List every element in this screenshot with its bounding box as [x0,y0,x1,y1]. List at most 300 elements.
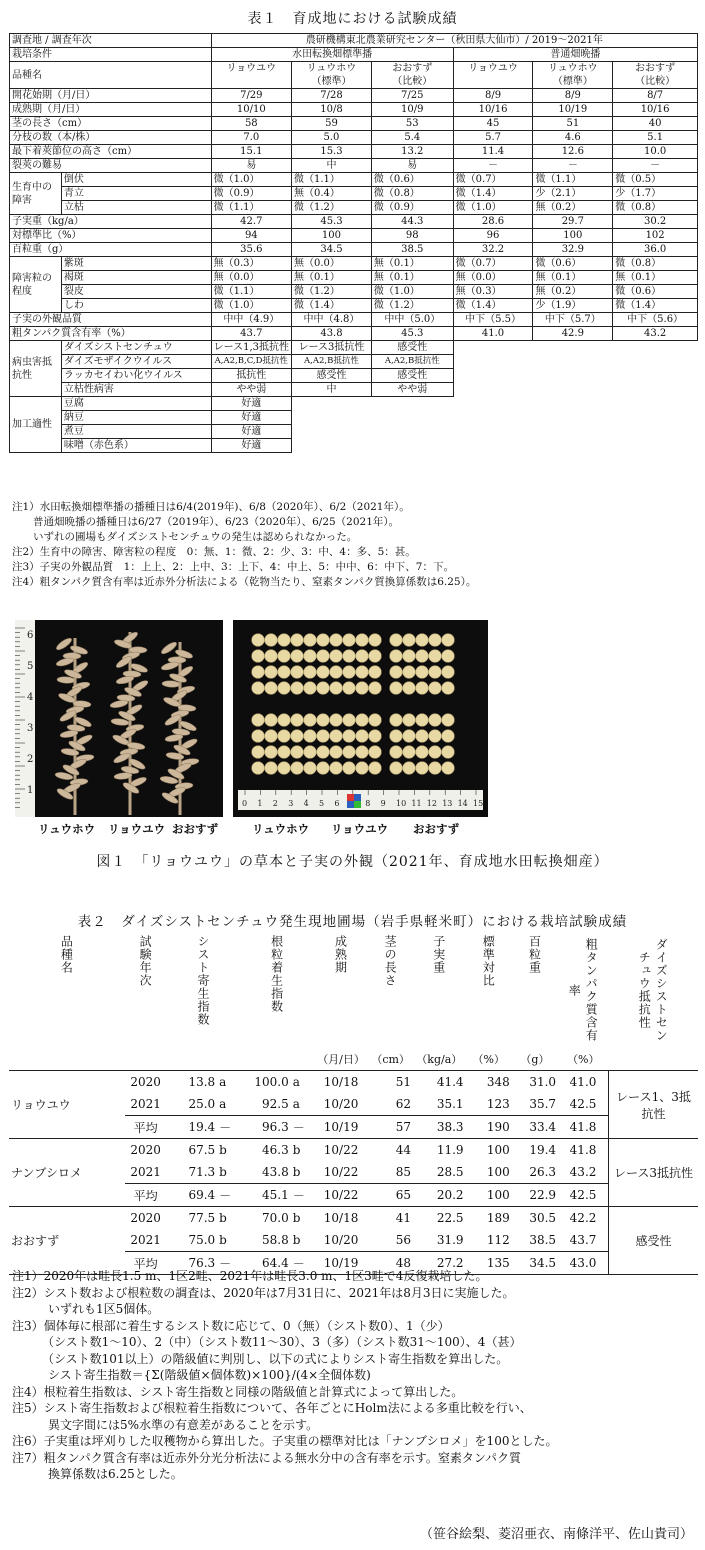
seed [265,634,278,647]
empty-cell [292,411,454,425]
table2-header [240,935,314,1048]
quality-row [10,313,698,327]
table1 [9,33,698,453]
seed [356,762,369,775]
seed [330,666,343,679]
empty-area [453,341,697,453]
cell-mat: 10/19 [314,1252,368,1275]
cell-year: 2020 [130,1143,161,1157]
cell-value: 微（1.0） [371,285,453,299]
cell-cyst_l: a [219,1075,227,1089]
row-label: 味噌（赤色系） [61,439,211,453]
cell-value: 好適 [211,411,291,425]
seed [330,634,343,647]
plant-label-2: リョウユウ [108,822,166,836]
seed [390,650,403,663]
cell-nod_l: b [292,1233,301,1247]
seed [265,682,278,695]
cell-value: 無（0.1） [371,271,453,285]
seed-label-2: リョウユウ [331,822,389,836]
cell-stem: 56 [395,1233,412,1247]
cell-value: 好適 [211,425,291,439]
cell-nod: 100.0 [254,1075,289,1089]
table2-header [512,935,558,1048]
cell-value: 7/29 [211,89,291,103]
cell-hsw: 33.4 [512,1116,558,1139]
note-line: 換算係数は6.25とした。 [12,1467,183,1481]
note-line: 注4）根粒着生指数は、シスト寄生指数と同様の階級値と計算式によって算出した。 [12,1384,464,1399]
seed [317,714,330,727]
cell-hsw: 35.7 [529,1097,557,1111]
row-label: 茎の長さ（cm） [10,117,212,131]
empty-cell [292,439,454,453]
note-line: 注2）シスト数および根粒数の調査は、2020年は7月31日に、2021年は8月3日に実施した。 [12,1285,515,1300]
cell-yield: 28.5 [436,1165,464,1179]
seed-ruler-number: 6 [334,799,340,808]
cell-value: 好適 [211,439,291,453]
seed [390,714,403,727]
cell-value: 微（1.1） [211,201,291,215]
cell-value: 微（1.0） [453,201,533,215]
seed [252,714,265,727]
seed [369,714,382,727]
seed [330,682,343,695]
seed [429,634,442,647]
seed [291,730,304,743]
note-line: 注3）子実の外観品質 1：上上、2：上中、3：上下、4：中上、5：中中、6：中下、7：下。 [12,561,454,573]
cell-stem: 48 [368,1252,413,1275]
seed [369,730,382,743]
cell-value: 40 [613,117,698,131]
cell-value: 微（0.6） [613,285,698,299]
seed [291,666,304,679]
seed-label-1: リュウホウ [252,822,310,836]
cell-value: 5.4 [371,131,453,145]
seed [278,650,291,663]
note-line: 注5）シスト寄生指数および根粒着生指数について、各年ごとにHolm法による多重比較を行い、 [12,1401,532,1415]
header-text: シスト寄生指数 [195,935,210,1026]
table1-caption: 表１ 育成地における試験成績 [247,11,458,27]
cell-value: － [613,159,698,173]
variety-header [613,62,698,89]
table2-row [9,1071,698,1094]
cell-cyst: 13.8 [188,1075,216,1089]
group-label: 病虫害抵抗性 [10,341,62,397]
seed [343,762,356,775]
note-line: 注2）生育中の障害、障害粒の程度 0：無、1：微、2：少、3：中、4：多、5：甚。 [12,546,416,558]
cell-value: 10/16 [613,103,698,117]
seed-illustration [233,620,488,817]
cell-nod_l: b [292,1165,301,1179]
cell-value: 10.0 [613,145,698,159]
seed [252,682,265,695]
quality-row [10,327,698,341]
cell-ratio: 100 [486,1143,510,1157]
note-line: 注1）2020年は畦長1.5 m、1区2畦、2021年は畦長3.0 m、1区3畦で4反復栽培した。 [12,1269,488,1283]
seed [317,762,330,775]
cell-value: 44.3 [371,215,453,229]
ruler-number: 1 [27,785,34,796]
cell-hsw: 30.5 [529,1211,557,1225]
seed [429,730,442,743]
cell-ratio: 348 [486,1075,510,1089]
resistance: レース3抵抗性 [609,1139,698,1207]
seed [304,682,317,695]
seed [369,682,382,695]
seed [304,634,317,647]
cell-value: 45 [453,117,533,131]
cell-cyst: 77.5 [188,1211,216,1225]
cell-value: 8/9 [533,89,613,103]
cell-ratio: 135 [466,1252,512,1275]
cell-value: 10/19 [533,103,613,117]
cell-value: 微（0.8） [613,257,698,271]
row-label: 粗タンパク質含有率（%） [10,327,212,341]
cell-year: 2020 [130,1075,161,1089]
condition-b: 普通畑晩播 [453,48,697,62]
seed-label-3: おおすず [413,822,460,836]
seed [252,666,265,679]
seed-ruler-number: 14 [457,799,468,808]
cell-nod_l: － [291,1184,314,1207]
cell-value: 中中（4.8） [292,313,372,327]
cell-cyst: 19.4 [167,1116,217,1139]
seed [416,650,429,663]
seed [291,634,304,647]
seed [343,634,356,647]
cell-cyst_l: b [219,1165,227,1179]
cell-ratio: 100 [466,1184,512,1207]
cell-yield: 35.1 [436,1097,464,1111]
cell-value: 34.5 [292,243,372,257]
cell-value: 15.3 [292,145,372,159]
seed [442,746,455,759]
plant-label-1: リュウホウ [38,822,96,836]
row-label: 対標準比（%） [10,229,212,243]
authors: （笹谷絵梨、菱沼亜衣、南條洋平、佐山貴司） [419,1527,693,1542]
cell-value: 微（0.6） [533,257,613,271]
seed-photo [233,620,488,817]
cell-value: 45.3 [371,327,453,341]
cell-value: 無（0.2） [533,285,613,299]
seed [304,730,317,743]
row-label: 子実重（kg/a） [10,215,212,229]
cell-yield: 20.2 [413,1184,466,1207]
cell-value: 中中（4.9） [211,313,291,327]
cell-yield: 31.9 [436,1233,464,1247]
cell-ratio: 100 [486,1165,510,1179]
seed [403,682,416,695]
seed [429,650,442,663]
row-label: 分枝の数（本/株） [10,131,212,145]
cell-mat: 10/20 [323,1097,359,1111]
seed [390,634,403,647]
table2-row [9,1139,698,1162]
ruler-number: 2 [27,754,34,765]
variety-header [453,62,533,89]
seed [330,746,343,759]
seed [278,666,291,679]
cell-nod: 58.8 [262,1233,289,1247]
cell-value: 32.9 [533,243,613,257]
cell-value: 41.0 [453,327,533,341]
cell-nod_l: b [292,1211,301,1225]
header-left: 調査地 / 調査年次 [10,34,212,48]
cell-cyst_l: a [219,1097,227,1111]
variety-name: おおすず [11,1234,60,1248]
cell-value: 29.7 [533,215,613,229]
seed [416,746,429,759]
cell-hsw: 34.5 [512,1252,558,1275]
cell-prot: 41.0 [569,1075,597,1089]
seed [416,762,429,775]
note-line: シスト寄生指数＝{Σ(階級値×個体数)×100}/(4×全個体数) [12,1368,371,1382]
cell-value: 微（1.0） [211,299,291,313]
note-line: 注7）粗タンパク質含有率は近赤外分光分析法による無水分中の含有率を示す。窒素タンパク質 [12,1450,521,1465]
cell-nod_l: － [291,1116,314,1139]
unit-label: （%） [567,1053,600,1066]
cell-value: 中下（5.6） [613,313,698,327]
seed-ruler-number: 1 [257,799,263,808]
note-line: いずれも1区5個体。 [12,1302,160,1316]
seed [403,746,416,759]
seed [390,762,403,775]
seed [304,762,317,775]
cultivation-label: 栽培条件 [10,48,212,62]
cell-value: A,A2,B,C,D抵抗性 [211,355,291,369]
cell-value: 無（0.3） [453,285,533,299]
unit-label: （cm） [371,1053,410,1066]
table2-caption: 表２ ダイズシストセンチュウ発生現地圃場（岩手県軽米町）における栽培試験成績 [77,914,628,930]
seed [278,714,291,727]
seed [252,650,265,663]
cell-value: 10/8 [292,103,372,117]
cell-prot: 41.8 [558,1116,608,1139]
seed [356,682,369,695]
table2-row [9,1207,698,1230]
note-line: 異文字間には5%水準の有意差があることを示す。 [12,1417,319,1432]
seed-ruler-number: 15 [473,799,484,808]
cell-value: 微（0.9） [371,201,453,215]
seed [429,746,442,759]
cell-value: 抵抗性 [211,369,291,383]
cell-stem: 85 [395,1165,412,1179]
table2-header [314,935,368,1048]
cell-value: やや弱 [371,383,453,397]
seed [304,746,317,759]
seed [442,666,455,679]
seed [356,746,369,759]
cell-value: レース3抵抗性 [292,341,372,355]
plant-photo [15,620,223,817]
cell-yield: 38.3 [413,1116,466,1139]
cell-value: 35.6 [211,243,291,257]
header-text: 成熟期 [333,935,348,974]
seed-ruler-number: 5 [319,799,325,808]
cell-value: 4.6 [533,131,613,145]
seed-ruler-number: 9 [380,799,386,808]
cell-cyst: 76.3 [167,1252,217,1275]
cell-prot: 41.8 [569,1143,597,1157]
row-label: 裂皮 [61,285,211,299]
seed [265,666,278,679]
cell-value: 100 [533,229,613,243]
pest-row [10,341,698,355]
table2-header [167,935,241,1048]
seed [343,730,356,743]
cell-mat: 10/19 [314,1116,368,1139]
seed [265,746,278,759]
cell-cyst: 71.3 [188,1165,216,1179]
cell-cyst_l: － [217,1184,240,1207]
cell-value: 少（1.9） [533,299,613,313]
seed-ruler-number: 4 [303,799,309,808]
group-label: 障害粒の程度 [10,257,62,313]
cell-value: 易 [371,159,453,173]
seed [304,666,317,679]
cell-value: 32.2 [453,243,533,257]
variety-header [211,62,291,89]
variety-name: おおすず [392,63,433,74]
note-line: いずれの圃場もダイズシストセンチュウの発生は認められなかった。 [12,531,358,543]
cell-value: 感受性 [371,341,453,355]
cell-cyst_l: b [219,1211,227,1225]
cell-nod: 43.8 [262,1165,289,1179]
cell-ratio: 190 [466,1116,512,1139]
cell-value: 中下（5.7） [533,313,613,327]
note-line: 注4）粗タンパク質含有率は近赤外分析法による（乾物当たり、窒素タンパク質換算係数は6.25）。 [12,576,477,588]
cell-prot: 42.5 [558,1184,608,1207]
cell-cyst_l: － [217,1252,240,1275]
table2 [9,935,698,1275]
cell-value: 15.1 [211,145,291,159]
cell-mat: 10/20 [323,1233,359,1247]
seed [330,730,343,743]
row-label: 褐斑 [61,271,211,285]
seed [252,730,265,743]
seed [291,650,304,663]
seed [442,762,455,775]
cell-value: 12.6 [533,145,613,159]
seed [403,634,416,647]
seed [252,746,265,759]
cell-hsw: 19.4 [529,1143,557,1157]
seed [265,714,278,727]
seed [369,634,382,647]
row-label: ダイズモザイクウイルス [61,355,211,369]
seed [317,746,330,759]
empty-cell [292,425,454,439]
cell-value: 102 [613,229,698,243]
cell-value: 13.2 [371,145,453,159]
row-label: ダイズシストセンチュウ [61,341,211,355]
seed [416,682,429,695]
ruler-number: 5 [27,661,34,672]
figure1-caption: 図１ 「リョウユウ」の草本と子実の外観（2021年、育成地水田転換畑産） [96,854,609,870]
cell-nod: 64.4 [240,1252,290,1275]
seed [278,682,291,695]
cell-value: 53 [371,117,453,131]
cell-value: 無（0.0） [211,271,291,285]
cell-value: 微（0.5） [613,173,698,187]
header-right: 農研機構東北農業研究センター（秋田県大仙市）/ 2019～2021年 [211,34,697,48]
row-label: 青立 [61,187,211,201]
row-label: ラッカセイわい化ウイルス [61,369,211,383]
seed [317,682,330,695]
cell-prot: 43.0 [558,1252,608,1275]
cell-ratio: 112 [486,1233,510,1247]
seed [291,762,304,775]
seed [442,682,455,695]
cell-value: 42.7 [211,215,291,229]
cell-prot: 42.5 [569,1097,597,1111]
cell-value: 無（0.2） [533,201,613,215]
seed [390,746,403,759]
cell-value: 微（0.7） [453,257,533,271]
group-label: 生育中の障害 [10,173,62,215]
cell-nod: 46.3 [262,1143,289,1157]
seed [356,730,369,743]
cell-value: 無（0.3） [211,257,291,271]
pod [115,675,134,686]
pod [160,640,178,656]
seed [442,650,455,663]
seed [304,714,317,727]
resistance: 感受性 [609,1207,698,1275]
table2-header [125,935,167,1048]
cell-stem: 44 [395,1143,412,1157]
variety-header [533,62,613,89]
table1-row [10,117,698,131]
cell-value: 11.4 [453,145,533,159]
variety-sub: （標準） [311,76,352,87]
cell-value: 5.1 [613,131,698,145]
cell-value: 微（1.1） [292,173,372,187]
seed [278,746,291,759]
seed-ruler-number: 13 [442,799,453,808]
table1-row [10,131,698,145]
note-line: 注3）個体毎に根部に着生するシスト数に応じて、0（無）（シスト数0）、1（少） [12,1318,450,1333]
cell-value: 微（1.4） [292,299,372,313]
cell-value: 感受性 [292,369,372,383]
cell-stem: 51 [395,1075,412,1089]
seed [442,714,455,727]
cell-value: － [453,159,533,173]
row-label: 裂莢の難易 [10,159,212,173]
seed [343,746,356,759]
cell-value: A,A2,B抵抗性 [371,355,453,369]
row-label: 豆腐 [61,397,211,411]
seed [356,634,369,647]
cell-prot: 43.2 [569,1165,597,1179]
cell-value: A,A2,B抵抗性 [292,355,372,369]
cell-value: 微（1.1） [211,285,291,299]
row-label: 最下着莢節位の高さ（cm） [10,145,212,159]
cell-nod: 92.5 [262,1097,289,1111]
seed [369,666,382,679]
row-label: 立枯 [61,201,211,215]
table1-notes [12,500,476,590]
header-text: 粗タンパク質含有率 [567,938,599,1042]
seed [356,666,369,679]
cell-yield: 27.2 [413,1252,466,1275]
cell-hsw: 22.9 [512,1184,558,1207]
plant-label-3: おおすず [172,822,219,836]
cell-nod: 45.1 [240,1184,290,1207]
cell-value: 59 [292,117,372,131]
seed [369,746,382,759]
row-label: 納豆 [61,411,211,425]
